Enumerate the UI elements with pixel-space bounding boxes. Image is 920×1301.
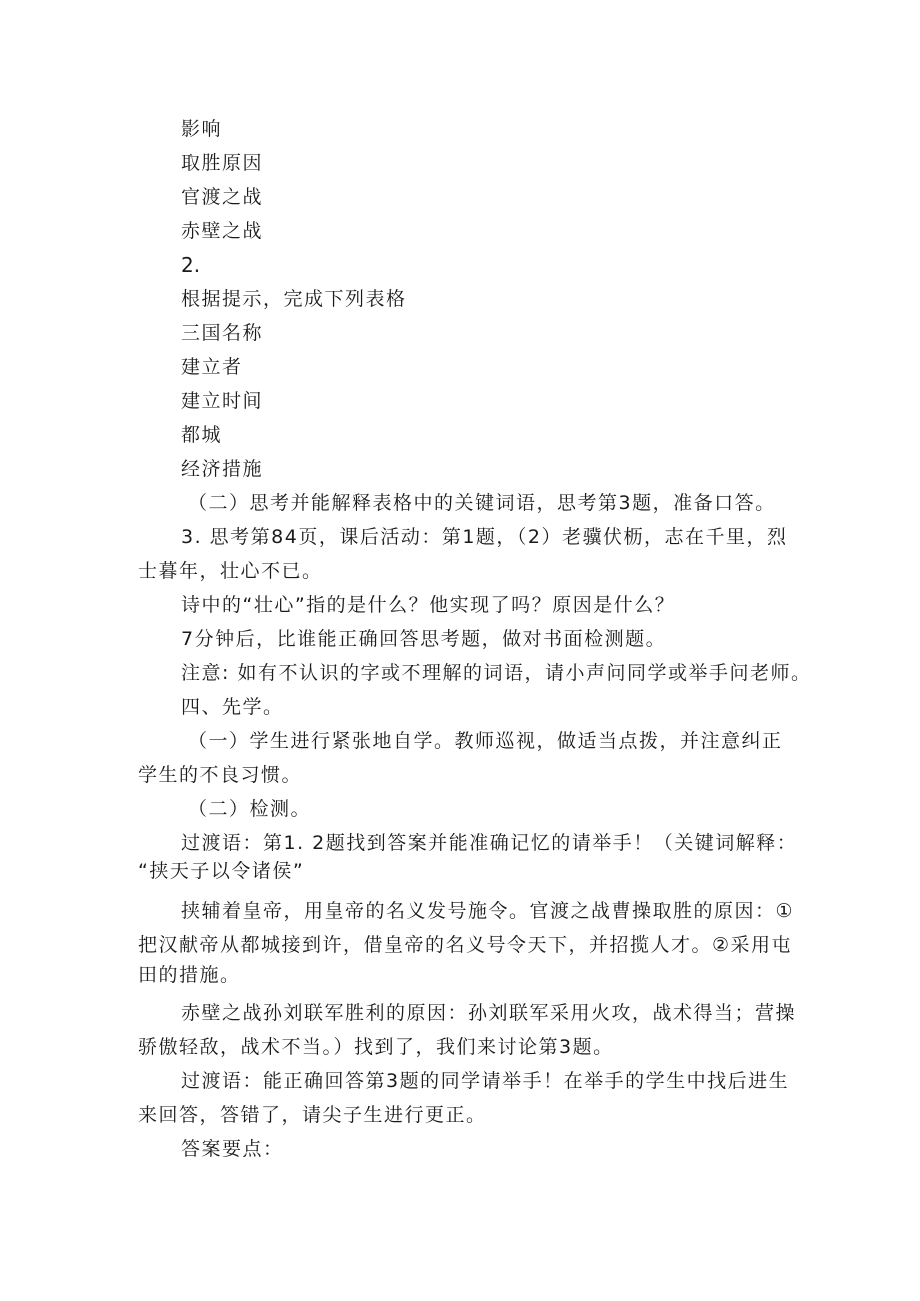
table-item: 官渡之战 <box>181 186 264 208</box>
paragraph: 注意: 如有不认识的字或不理解的词语，请小声问同学或举手问老师。 <box>181 662 812 684</box>
paragraph: 诗中的“壮心”指的是什么？他实现了吗？原因是什么？ <box>181 594 676 616</box>
table-item: 赤壁之战 <box>181 220 264 242</box>
table-item: 都城 <box>181 424 223 446</box>
question-prompt: 根据提示，完成下列表格 <box>181 288 407 310</box>
paragraph: 过渡语：能正确回答第3题的同学请举手！在举手的学生中找后进生 <box>181 1070 790 1092</box>
section-heading: 四、先学。 <box>181 696 284 718</box>
paragraph: 把汉献帝从都城接到许，借皇帝的名义号令天下，并招揽人才。②采用屯 <box>138 934 793 956</box>
paragraph: （二）思考并能解释表格中的关键词语，思考第3题，准备口答。 <box>188 492 776 514</box>
table-item: 取胜原因 <box>181 152 264 174</box>
paragraph: 田的措施。 <box>138 964 241 986</box>
table-item: 经济措施 <box>181 458 264 480</box>
paragraph: 答案要点： <box>181 1138 284 1160</box>
table-item: 影响 <box>181 118 223 140</box>
paragraph: 过渡语：第1. 2题找到答案并能准确记忆的请举手！（关键词解释： <box>181 832 798 854</box>
question-number: 2. <box>181 253 201 277</box>
table-item: 建立时间 <box>181 390 264 412</box>
paragraph: （二）检测。 <box>188 798 312 820</box>
paragraph: 3. 思考第84页，课后活动：第1题，（2）老骥伏枥，志在千里，烈 <box>181 526 788 548</box>
table-item: 建立者 <box>181 356 243 378</box>
paragraph: 挟辅着皇帝，用皇帝的名义发号施令。官渡之战曹操取胜的原因：① <box>181 900 795 922</box>
paragraph: “挟天子以令诸侯” <box>138 860 305 882</box>
paragraph: 来回答，答错了，请尖子生进行更正。 <box>138 1104 487 1126</box>
paragraph: 学生的不良习惯。 <box>138 764 303 786</box>
paragraph: （一）学生进行紧张地自学。教师巡视，做适当点拨，并注意纠正 <box>188 730 783 752</box>
table-item: 三国名称 <box>181 322 264 344</box>
paragraph: 骄傲轻敌，战术不当。）找到了，我们来讨论第3题。 <box>138 1036 614 1058</box>
paragraph: 士暮年，壮心不已。 <box>138 560 323 582</box>
paragraph: 赤壁之战孙刘联军胜利的原因：孙刘联军采用火攻，战术得当；营操 <box>181 1002 797 1024</box>
paragraph: 7分钟后，比谁能正确回答思考题，做对书面检测题。 <box>181 628 667 650</box>
